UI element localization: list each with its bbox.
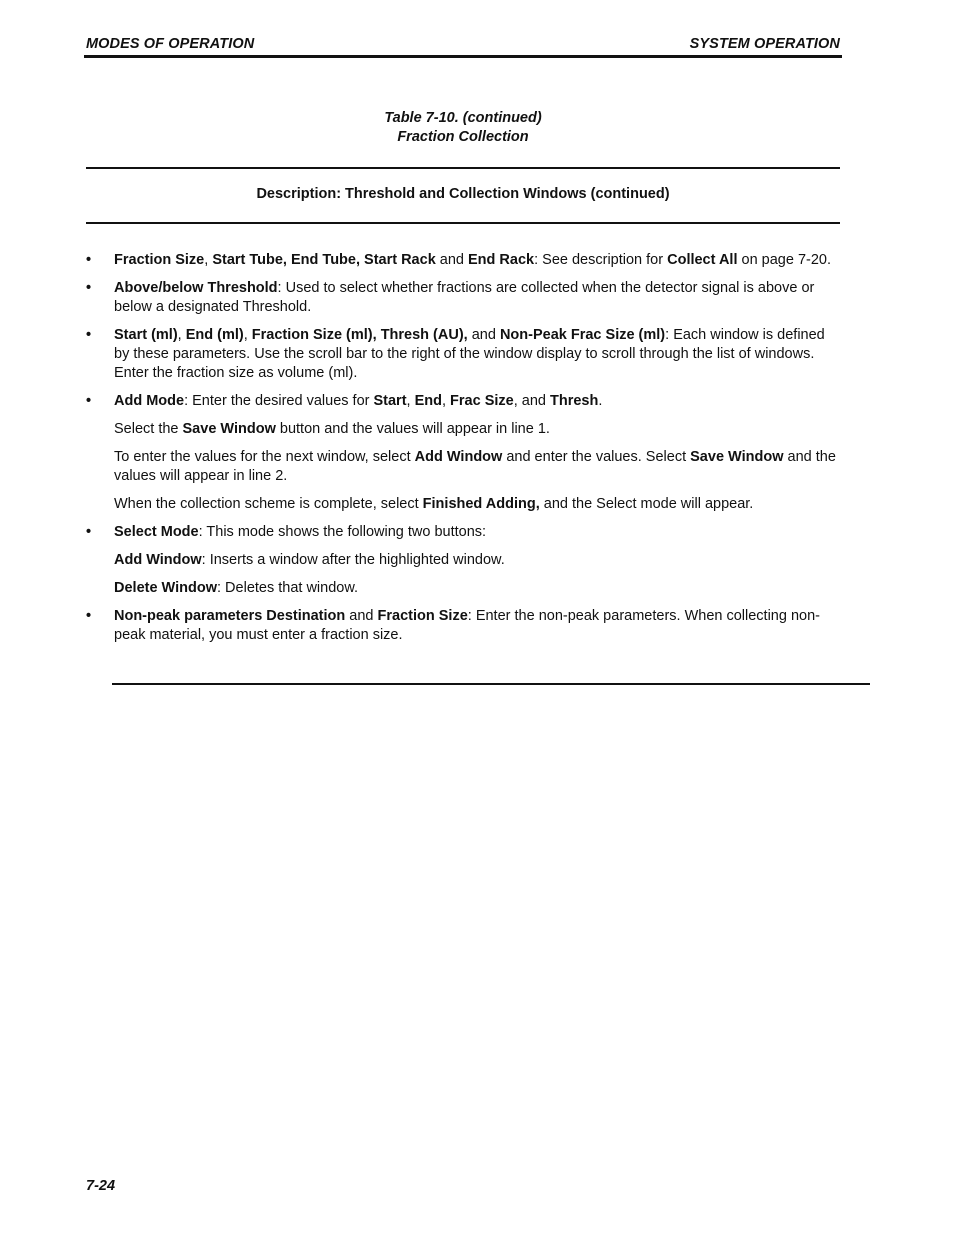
bold-term: Non-peak parameters Destination <box>114 608 346 624</box>
text-run: , <box>177 327 186 343</box>
text-run: and the Select mode will appear. <box>539 496 754 512</box>
bold-term: End <box>414 393 442 409</box>
text-run: , <box>204 252 213 268</box>
text-run: : Each window is defined by these parameters. Use the scroll bar to the right of the window display to scroll through the list of windows. Enter the fraction size as volume (ml). <box>114 327 825 381</box>
bold-term: Save Window <box>690 449 784 465</box>
bullet-icon: • <box>86 608 92 624</box>
text-run: : Used to select whether fractions are collected when the detector signal is above or below a designated Threshold. <box>114 280 815 315</box>
text-run: button and the values will appear in line 1. <box>275 421 550 437</box>
bold-term: Save Window <box>182 421 276 437</box>
bullet-item <box>86 392 838 411</box>
table-title-line1: Table 7-10. (continued) <box>384 110 542 126</box>
bold-term: Fraction Size (ml), Thresh (AU), <box>251 327 468 343</box>
table-title-line2: Fraction Collection <box>397 129 529 145</box>
text-run: : Inserts a window after the highlighted window. <box>201 552 505 568</box>
text-run: Select the <box>114 421 183 437</box>
bold-term: Start (ml) <box>114 327 178 343</box>
bold-term: Select Mode <box>114 524 199 540</box>
bold-term: Add Mode <box>114 393 185 409</box>
bold-term: Add Window <box>114 552 202 568</box>
sub-paragraph <box>86 448 838 486</box>
bold-term: Delete Window <box>114 580 217 596</box>
text-run: , <box>406 393 415 409</box>
bullet-icon: • <box>86 327 92 343</box>
bullet-icon: • <box>86 252 92 268</box>
text-run: : See description for <box>534 252 668 268</box>
page-number: 7-24 <box>86 1178 116 1194</box>
text-run: : Deletes that window. <box>217 580 359 596</box>
text-run: and enter the values. Select <box>502 449 691 465</box>
bold-term: Fraction Size <box>114 252 205 268</box>
bullet-icon: • <box>86 393 92 409</box>
sub-paragraph <box>86 495 838 514</box>
sub-paragraph <box>86 420 838 439</box>
text-run: To enter the values for the next window, select <box>114 449 415 465</box>
bullet-icon: • <box>86 280 92 296</box>
text-run: and <box>345 608 378 624</box>
text-run: and <box>467 327 500 343</box>
bold-term: End Rack <box>468 252 535 268</box>
running-header-right: SYSTEM OPERATION <box>689 36 840 52</box>
bullet-item <box>86 523 838 542</box>
text-run: , <box>441 393 451 409</box>
sub-paragraph <box>86 551 838 570</box>
bold-term: Start <box>373 393 407 409</box>
text-run: : This mode shows the following two buttons: <box>198 524 487 540</box>
bold-term: Thresh <box>550 393 599 409</box>
bold-term: End (ml) <box>185 327 244 343</box>
bold-term: Frac Size <box>450 393 514 409</box>
text-run: : Enter the non-peak parameters. When collecting non-peak material, you must enter a fraction size. <box>114 608 820 643</box>
table-top-rule <box>86 167 840 169</box>
bold-term: Finished Adding, <box>422 496 540 512</box>
bold-term: Above/below Threshold <box>114 280 278 296</box>
bullet-item <box>86 251 838 270</box>
bold-term: Fraction Size <box>377 608 468 624</box>
text-run: , <box>243 327 252 343</box>
text-run: and the values will appear in line 2. <box>114 449 836 484</box>
sub-paragraph <box>86 579 838 598</box>
table-heading-rule <box>86 222 840 224</box>
text-run: : Enter the desired values for <box>184 393 374 409</box>
text-run: , and <box>513 393 550 409</box>
header-rule <box>84 55 842 58</box>
bold-term: Non-Peak Frac Size (ml) <box>499 327 666 343</box>
bold-term: Add Window <box>414 449 503 465</box>
bullet-item <box>86 326 838 383</box>
text-run: When the collection scheme is complete, select <box>114 496 423 512</box>
bullet-item <box>86 279 838 317</box>
description-heading: Description: Threshold and Collection Windows (continued) <box>256 186 670 202</box>
table-bottom-rule <box>112 683 870 685</box>
bullet-icon: • <box>86 524 92 540</box>
running-header-left: MODES OF OPERATION <box>86 36 255 52</box>
description-body <box>86 251 838 654</box>
bullet-item <box>86 607 838 645</box>
bold-term: Collect All <box>667 252 738 268</box>
text-run: and <box>435 252 469 268</box>
text-run: on page 7-20. <box>737 252 832 268</box>
text-run: . <box>598 393 603 409</box>
bold-term: Start Tube, End Tube, Start Rack <box>212 252 436 268</box>
